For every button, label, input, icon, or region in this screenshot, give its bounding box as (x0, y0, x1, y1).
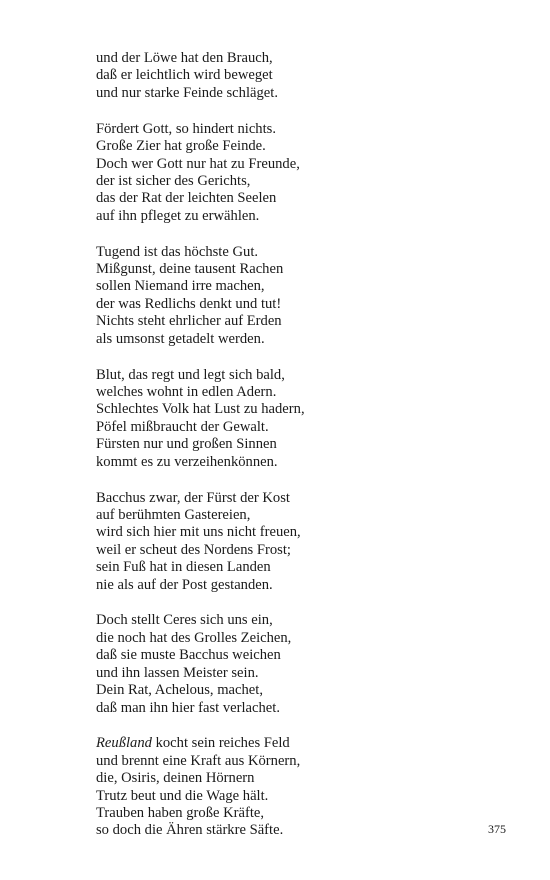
verse-line: der was Redlichs denkt und tut! (96, 295, 282, 312)
verse-line: nie als auf der Post gestanden. (96, 576, 273, 593)
verse-line-rest: kocht sein reiches Feld (151, 735, 290, 752)
verse-line: der ist sicher des Gerichts, (96, 172, 251, 189)
stanza-6 (96, 612, 516, 716)
verse-line: Fördert Gott, so hindert nichts. (96, 120, 276, 137)
verse-line (96, 735, 516, 752)
verse-line: und der Löwe hat den Brauch, (96, 50, 273, 66)
verse-line: und nur starke Feinde schläget. (96, 84, 278, 101)
verse-line: Pöfel mißbraucht der Gewalt. (96, 418, 269, 435)
verse-line: als umsonst getadelt werden. (96, 330, 265, 347)
verse-line: Große Zier hat große Feinde. (96, 138, 266, 155)
stanza-2 (96, 121, 516, 225)
verse-line: welches wohnt in edlen Adern. (96, 384, 277, 400)
stanza-4 (96, 367, 516, 471)
verse-line: auf ihn pfleget zu erwählen. (96, 207, 260, 224)
verse-line: Nichts steht ehrlicher auf Erden (96, 313, 282, 330)
verse-line: Dein Rat, Achelous, machet, (96, 682, 263, 699)
stanza-7 (96, 735, 516, 839)
verse-line: kommt es zu verzeihenkönnen. (96, 453, 278, 470)
verse-line: Tugend ist das höchste Gut. (96, 243, 259, 260)
verse-line: Bacchus zwar, der Fürst der Kost (96, 489, 290, 506)
verse-line: daß er leichtlich wird beweget (96, 67, 273, 84)
verse-line: Trauben haben große Kräfte, (96, 805, 265, 822)
verse-line: die, Osiris, deinen Hörnern (96, 770, 255, 787)
verse-line: Schlechtes Volk hat Lust zu hadern, (96, 401, 305, 418)
verse-line: Doch wer Gott nur hat zu Freunde, (96, 155, 300, 172)
page-number: 375 (488, 822, 506, 836)
stanza-5 (96, 490, 516, 594)
verse-line: das der Rat der leichten Seelen (96, 190, 277, 207)
stanza-3 (96, 244, 516, 348)
verse-line: Fürsten nur und großen Sinnen (96, 436, 277, 453)
verse-line: daß man ihn hier fast verlachet. (96, 699, 280, 716)
verse-line: daß sie muste Bacchus weichen (96, 647, 281, 664)
verse-line: auf berühmten Gastereien, (96, 506, 251, 523)
verse-line: wird sich hier mit uns nicht freuen, (96, 524, 301, 541)
verse-line: sein Fuß hat in diesen Landen (96, 559, 271, 576)
verse-line: so doch die Ähren stärkre Säfte. (96, 822, 284, 839)
verse-line: und brennt eine Kraft aus Körnern, (96, 752, 301, 769)
verse-line: sollen Niemand irre machen, (96, 278, 265, 295)
verse-line: die noch hat des Grolles Zeichen, (96, 629, 292, 646)
stanza-1 (96, 50, 516, 102)
verse-line: Blut, das regt und legt sich bald, (96, 366, 285, 383)
verse-line: Trutz beut und die Wage hält. (96, 787, 269, 804)
verse-line: Mißgunst, deine tausent Rachen (96, 261, 284, 278)
italic-place-name: Reußland (96, 735, 152, 752)
verse-line: Doch stellt Ceres sich uns ein, (96, 612, 273, 629)
verse-line: und ihn lassen Meister sein. (96, 664, 259, 681)
verse-line: weil er scheut des Nordens Frost; (96, 541, 291, 558)
poem-text (96, 50, 516, 858)
